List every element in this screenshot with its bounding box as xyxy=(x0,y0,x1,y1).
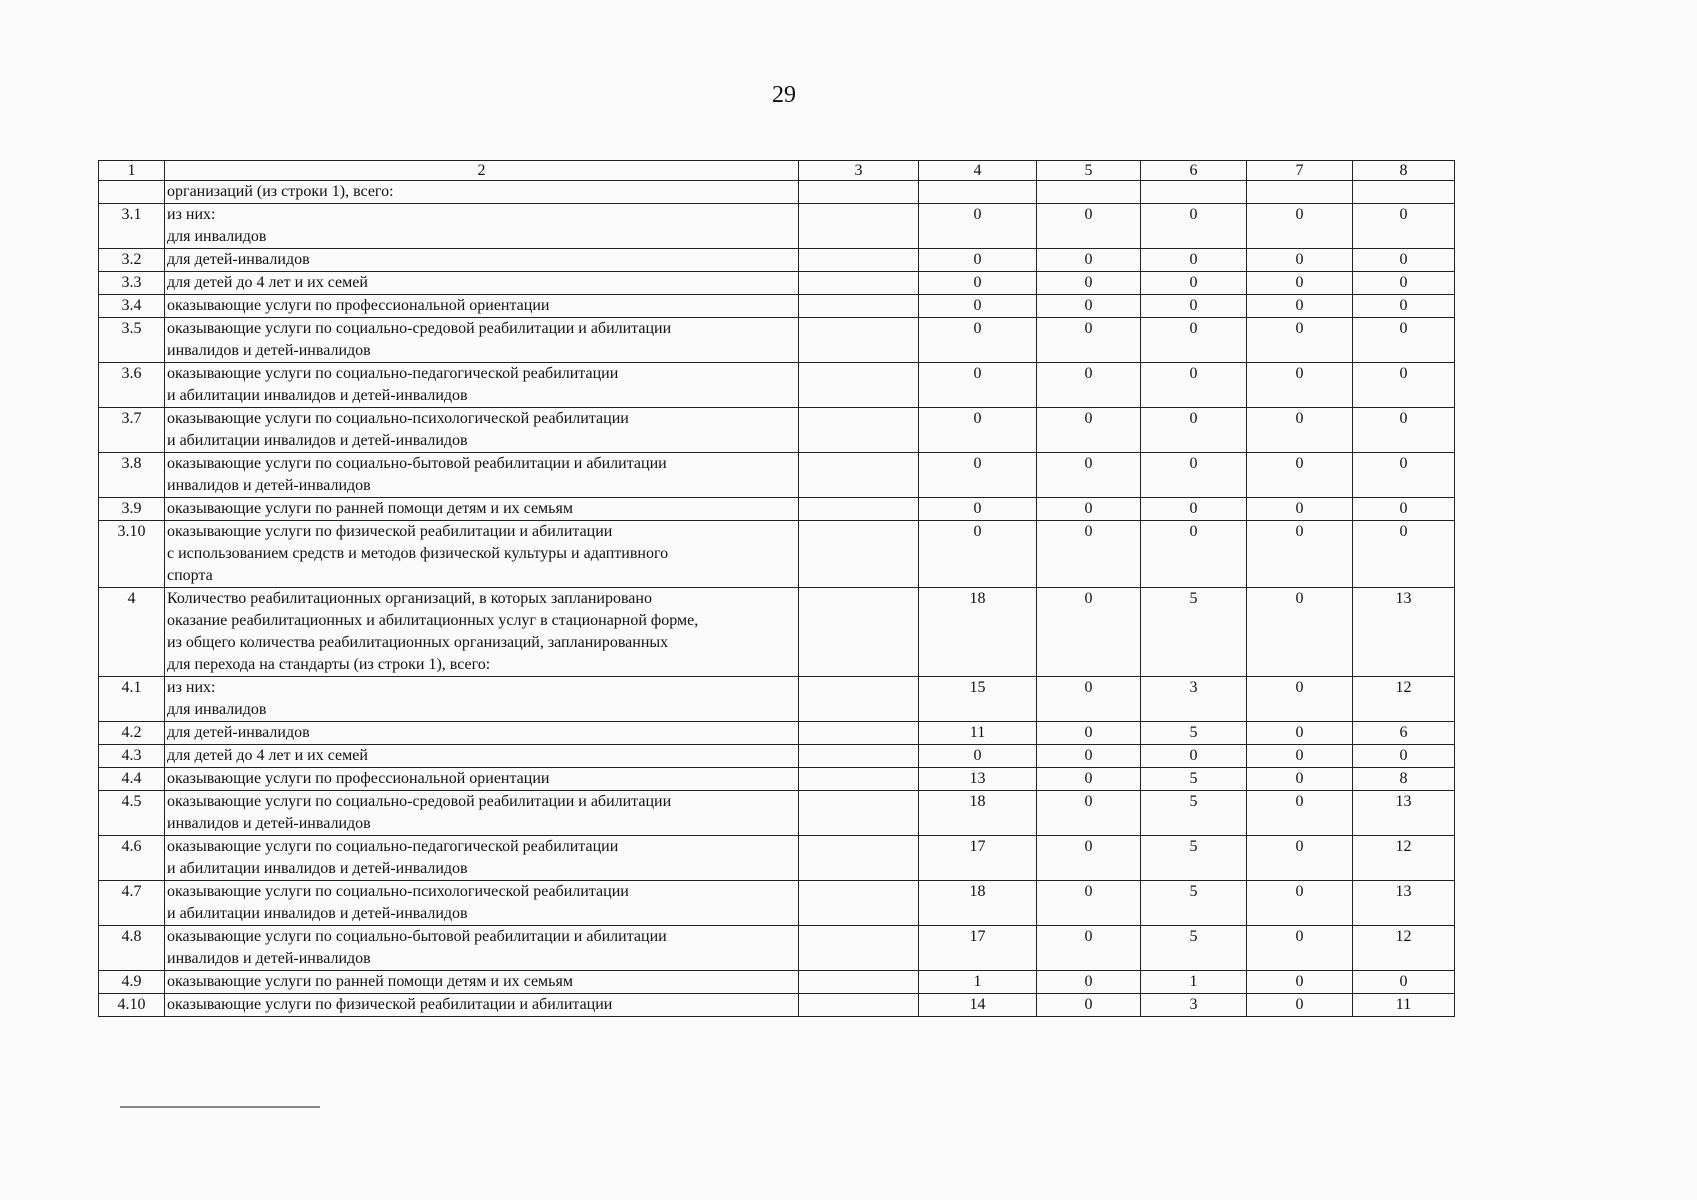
row-col3-cell xyxy=(799,677,919,722)
report-table xyxy=(98,160,1455,1017)
row-number-cell: 4.8 xyxy=(99,926,165,971)
row-number-cell: 3.8 xyxy=(99,453,165,498)
row-description-cell: оказывающие услуги по профессиональной ориентации xyxy=(165,768,799,791)
row-col3-cell xyxy=(799,971,919,994)
scan-artifact-line xyxy=(120,1106,320,1108)
row-number-cell: 3.5 xyxy=(99,318,165,363)
row-col5-cell: 0 xyxy=(1037,836,1141,881)
row-col7-cell: 0 xyxy=(1247,318,1353,363)
row-col4-cell: 0 xyxy=(919,453,1037,498)
table-row xyxy=(99,768,1455,791)
table-row xyxy=(99,363,1455,408)
row-col6-cell: 5 xyxy=(1141,836,1247,881)
row-col3-cell xyxy=(799,363,919,408)
table-row xyxy=(99,836,1455,881)
row-col5-cell: 0 xyxy=(1037,791,1141,836)
header-cell-3: 3 xyxy=(799,161,919,181)
row-col6-cell: 0 xyxy=(1141,363,1247,408)
row-col8-cell: 0 xyxy=(1353,971,1455,994)
row-col7-cell: 0 xyxy=(1247,881,1353,926)
row-description-cell: для детей-инвалидов xyxy=(165,249,799,272)
table-row xyxy=(99,521,1455,588)
row-description-cell: оказывающие услуги по ранней помощи детям и их семьям xyxy=(165,498,799,521)
row-col4-cell: 0 xyxy=(919,408,1037,453)
row-col4-cell: 0 xyxy=(919,272,1037,295)
row-col4-cell: 0 xyxy=(919,363,1037,408)
row-col8-cell: 0 xyxy=(1353,363,1455,408)
row-col5-cell: 0 xyxy=(1037,745,1141,768)
header-cell-5: 5 xyxy=(1037,161,1141,181)
table-row xyxy=(99,408,1455,453)
row-col5-cell xyxy=(1037,181,1141,204)
row-col7-cell: 0 xyxy=(1247,791,1353,836)
row-col6-cell: 5 xyxy=(1141,588,1247,677)
header-cell-7: 7 xyxy=(1247,161,1353,181)
row-number-cell: 4.3 xyxy=(99,745,165,768)
row-col6-cell: 0 xyxy=(1141,204,1247,249)
row-description-cell: оказывающие услуги по социально-психологической реабилитации и абилитации инвалидов и детей-инвалидов xyxy=(165,408,799,453)
row-col8-cell: 0 xyxy=(1353,295,1455,318)
row-col7-cell: 0 xyxy=(1247,588,1353,677)
row-description-cell: оказывающие услуги по социально-средовой реабилитации и абилитации инвалидов и детей-инвалидов xyxy=(165,791,799,836)
row-description-cell: оказывающие услуги по физической реабилитации и абилитации xyxy=(165,994,799,1017)
row-col6-cell: 0 xyxy=(1141,249,1247,272)
row-col6-cell: 5 xyxy=(1141,768,1247,791)
row-col3-cell xyxy=(799,768,919,791)
row-col5-cell: 0 xyxy=(1037,408,1141,453)
row-description-cell: оказывающие услуги по ранней помощи детям и их семьям xyxy=(165,971,799,994)
row-description-cell: оказывающие услуги по социально-бытовой реабилитации и абилитации инвалидов и детей-инвалидов xyxy=(165,453,799,498)
row-col4-cell: 14 xyxy=(919,994,1037,1017)
row-number-cell: 4.2 xyxy=(99,722,165,745)
row-description-cell: оказывающие услуги по социально-педагогической реабилитации и абилитации инвалидов и детей-инвалидов xyxy=(165,363,799,408)
row-col4-cell: 15 xyxy=(919,677,1037,722)
row-col3-cell xyxy=(799,994,919,1017)
row-col6-cell: 0 xyxy=(1141,318,1247,363)
table-row xyxy=(99,249,1455,272)
row-number-cell: 4.10 xyxy=(99,994,165,1017)
row-col5-cell: 0 xyxy=(1037,588,1141,677)
row-col6-cell: 3 xyxy=(1141,994,1247,1017)
row-description-cell: оказывающие услуги по социально-педагогической реабилитации и абилитации инвалидов и детей-инвалидов xyxy=(165,836,799,881)
row-col8-cell: 13 xyxy=(1353,881,1455,926)
row-col3-cell xyxy=(799,588,919,677)
row-number-cell: 3.9 xyxy=(99,498,165,521)
row-number-cell: 4 xyxy=(99,588,165,677)
table-row xyxy=(99,971,1455,994)
row-col8-cell: 13 xyxy=(1353,588,1455,677)
row-col6-cell: 0 xyxy=(1141,295,1247,318)
row-col7-cell: 0 xyxy=(1247,836,1353,881)
row-col8-cell: 0 xyxy=(1353,521,1455,588)
row-number-cell: 4.4 xyxy=(99,768,165,791)
row-col4-cell: 18 xyxy=(919,791,1037,836)
row-col6-cell: 1 xyxy=(1141,971,1247,994)
header-cell-4: 4 xyxy=(919,161,1037,181)
row-description-cell: для детей-инвалидов xyxy=(165,722,799,745)
header-cell-8: 8 xyxy=(1353,161,1455,181)
row-col4-cell: 0 xyxy=(919,204,1037,249)
row-col3-cell xyxy=(799,881,919,926)
row-description-cell: оказывающие услуги по социально-бытовой реабилитации и абилитации инвалидов и детей-инвалидов xyxy=(165,926,799,971)
row-col6-cell: 3 xyxy=(1141,677,1247,722)
row-description-cell: из них: для инвалидов xyxy=(165,204,799,249)
table-row xyxy=(99,791,1455,836)
row-col8-cell: 0 xyxy=(1353,745,1455,768)
row-description-cell: оказывающие услуги по профессиональной ориентации xyxy=(165,295,799,318)
row-col4-cell xyxy=(919,181,1037,204)
row-col4-cell: 0 xyxy=(919,745,1037,768)
table-row xyxy=(99,453,1455,498)
table-row xyxy=(99,295,1455,318)
row-col6-cell: 5 xyxy=(1141,881,1247,926)
table-row xyxy=(99,498,1455,521)
row-col8-cell: 0 xyxy=(1353,408,1455,453)
row-number-cell: 4.5 xyxy=(99,791,165,836)
row-col8-cell: 12 xyxy=(1353,926,1455,971)
row-col5-cell: 0 xyxy=(1037,881,1141,926)
row-description-cell: оказывающие услуги по социально-психологической реабилитации и абилитации инвалидов и детей-инвалидов xyxy=(165,881,799,926)
row-col8-cell: 12 xyxy=(1353,677,1455,722)
row-col8-cell: 0 xyxy=(1353,498,1455,521)
row-description-cell: для детей до 4 лет и их семей xyxy=(165,272,799,295)
row-col5-cell: 0 xyxy=(1037,453,1141,498)
row-col3-cell xyxy=(799,926,919,971)
row-number-cell: 3.1 xyxy=(99,204,165,249)
row-col7-cell: 0 xyxy=(1247,722,1353,745)
row-col7-cell: 0 xyxy=(1247,295,1353,318)
row-col6-cell: 5 xyxy=(1141,791,1247,836)
row-col4-cell: 17 xyxy=(919,926,1037,971)
row-col5-cell: 0 xyxy=(1037,768,1141,791)
row-col4-cell: 17 xyxy=(919,836,1037,881)
row-col7-cell: 0 xyxy=(1247,677,1353,722)
row-col5-cell: 0 xyxy=(1037,677,1141,722)
row-col7-cell: 0 xyxy=(1247,363,1353,408)
row-col4-cell: 18 xyxy=(919,881,1037,926)
row-col3-cell xyxy=(799,272,919,295)
row-col3-cell xyxy=(799,498,919,521)
table-row xyxy=(99,272,1455,295)
row-col3-cell xyxy=(799,204,919,249)
row-col6-cell: 5 xyxy=(1141,926,1247,971)
row-col3-cell xyxy=(799,722,919,745)
row-col7-cell xyxy=(1247,181,1353,204)
table-row xyxy=(99,722,1455,745)
row-col7-cell: 0 xyxy=(1247,768,1353,791)
row-col4-cell: 18 xyxy=(919,588,1037,677)
row-col5-cell: 0 xyxy=(1037,926,1141,971)
row-col3-cell xyxy=(799,295,919,318)
row-col4-cell: 0 xyxy=(919,249,1037,272)
row-number-cell xyxy=(99,181,165,204)
row-col5-cell: 0 xyxy=(1037,521,1141,588)
page-number: 29 xyxy=(772,82,796,108)
header-cell-2: 2 xyxy=(165,161,799,181)
row-col4-cell: 0 xyxy=(919,498,1037,521)
row-col4-cell: 0 xyxy=(919,318,1037,363)
row-description-cell: из них: для инвалидов xyxy=(165,677,799,722)
row-col3-cell xyxy=(799,836,919,881)
row-col8-cell: 0 xyxy=(1353,249,1455,272)
row-col4-cell: 0 xyxy=(919,295,1037,318)
table-row xyxy=(99,181,1455,204)
row-col8-cell: 11 xyxy=(1353,994,1455,1017)
row-col4-cell: 13 xyxy=(919,768,1037,791)
row-col5-cell: 0 xyxy=(1037,994,1141,1017)
row-col7-cell: 0 xyxy=(1247,249,1353,272)
row-col4-cell: 0 xyxy=(919,521,1037,588)
row-col8-cell xyxy=(1353,181,1455,204)
row-col7-cell: 0 xyxy=(1247,745,1353,768)
table-row xyxy=(99,881,1455,926)
row-col5-cell: 0 xyxy=(1037,363,1141,408)
row-col6-cell: 0 xyxy=(1141,408,1247,453)
row-col7-cell: 0 xyxy=(1247,453,1353,498)
row-col6-cell: 0 xyxy=(1141,272,1247,295)
row-col5-cell: 0 xyxy=(1037,722,1141,745)
row-col5-cell: 0 xyxy=(1037,249,1141,272)
row-col5-cell: 0 xyxy=(1037,318,1141,363)
row-col8-cell: 6 xyxy=(1353,722,1455,745)
row-col7-cell: 0 xyxy=(1247,994,1353,1017)
row-col7-cell: 0 xyxy=(1247,204,1353,249)
row-col7-cell: 0 xyxy=(1247,272,1353,295)
row-col7-cell: 0 xyxy=(1247,408,1353,453)
row-description-cell: организаций (из строки 1), всего: xyxy=(165,181,799,204)
row-col7-cell: 0 xyxy=(1247,498,1353,521)
table-row xyxy=(99,677,1455,722)
row-description-cell: оказывающие услуги по физической реабилитации и абилитации с использованием средств и методов физической культуры и адаптивного спорта xyxy=(165,521,799,588)
row-col8-cell: 13 xyxy=(1353,791,1455,836)
row-col3-cell xyxy=(799,318,919,363)
row-col7-cell: 0 xyxy=(1247,971,1353,994)
row-col4-cell: 11 xyxy=(919,722,1037,745)
row-col5-cell: 0 xyxy=(1037,204,1141,249)
row-col3-cell xyxy=(799,791,919,836)
row-col5-cell: 0 xyxy=(1037,971,1141,994)
row-number-cell: 4.9 xyxy=(99,971,165,994)
table-row xyxy=(99,588,1455,677)
row-col6-cell: 0 xyxy=(1141,521,1247,588)
row-col8-cell: 0 xyxy=(1353,318,1455,363)
row-col6-cell xyxy=(1141,181,1247,204)
table-row xyxy=(99,318,1455,363)
row-col5-cell: 0 xyxy=(1037,272,1141,295)
row-number-cell: 3.6 xyxy=(99,363,165,408)
row-number-cell: 3.4 xyxy=(99,295,165,318)
row-col8-cell: 8 xyxy=(1353,768,1455,791)
row-col3-cell xyxy=(799,453,919,498)
table-row xyxy=(99,926,1455,971)
row-number-cell: 3.2 xyxy=(99,249,165,272)
row-col3-cell xyxy=(799,408,919,453)
row-col3-cell xyxy=(799,745,919,768)
row-number-cell: 4.1 xyxy=(99,677,165,722)
row-description-cell: Количество реабилитационных организаций, в которых запланировано оказание реабилитационных и абилитационных услуг в стационарной форме, из общего количества реабилитационных организаций, запланированных для перехода на стандарты (из строки 1), всего: xyxy=(165,588,799,677)
row-col5-cell: 0 xyxy=(1037,295,1141,318)
header-row xyxy=(99,161,1455,181)
row-col5-cell: 0 xyxy=(1037,498,1141,521)
row-col8-cell: 12 xyxy=(1353,836,1455,881)
row-col6-cell: 0 xyxy=(1141,498,1247,521)
row-col6-cell: 5 xyxy=(1141,722,1247,745)
row-col8-cell: 0 xyxy=(1353,204,1455,249)
row-description-cell: оказывающие услуги по социально-средовой реабилитации и абилитации инвалидов и детей-инвалидов xyxy=(165,318,799,363)
row-col7-cell: 0 xyxy=(1247,926,1353,971)
table-row xyxy=(99,745,1455,768)
row-number-cell: 4.6 xyxy=(99,836,165,881)
row-number-cell: 3.7 xyxy=(99,408,165,453)
row-number-cell: 3.3 xyxy=(99,272,165,295)
table-row xyxy=(99,994,1455,1017)
row-col8-cell: 0 xyxy=(1353,272,1455,295)
row-number-cell: 4.7 xyxy=(99,881,165,926)
row-col3-cell xyxy=(799,249,919,272)
header-cell-1: 1 xyxy=(99,161,165,181)
header-cell-6: 6 xyxy=(1141,161,1247,181)
row-col4-cell: 1 xyxy=(919,971,1037,994)
row-col3-cell xyxy=(799,521,919,588)
row-description-cell: для детей до 4 лет и их семей xyxy=(165,745,799,768)
row-col6-cell: 0 xyxy=(1141,745,1247,768)
row-col7-cell: 0 xyxy=(1247,521,1353,588)
table-row xyxy=(99,204,1455,249)
row-number-cell: 3.10 xyxy=(99,521,165,588)
row-col3-cell xyxy=(799,181,919,204)
row-col8-cell: 0 xyxy=(1353,453,1455,498)
row-col6-cell: 0 xyxy=(1141,453,1247,498)
